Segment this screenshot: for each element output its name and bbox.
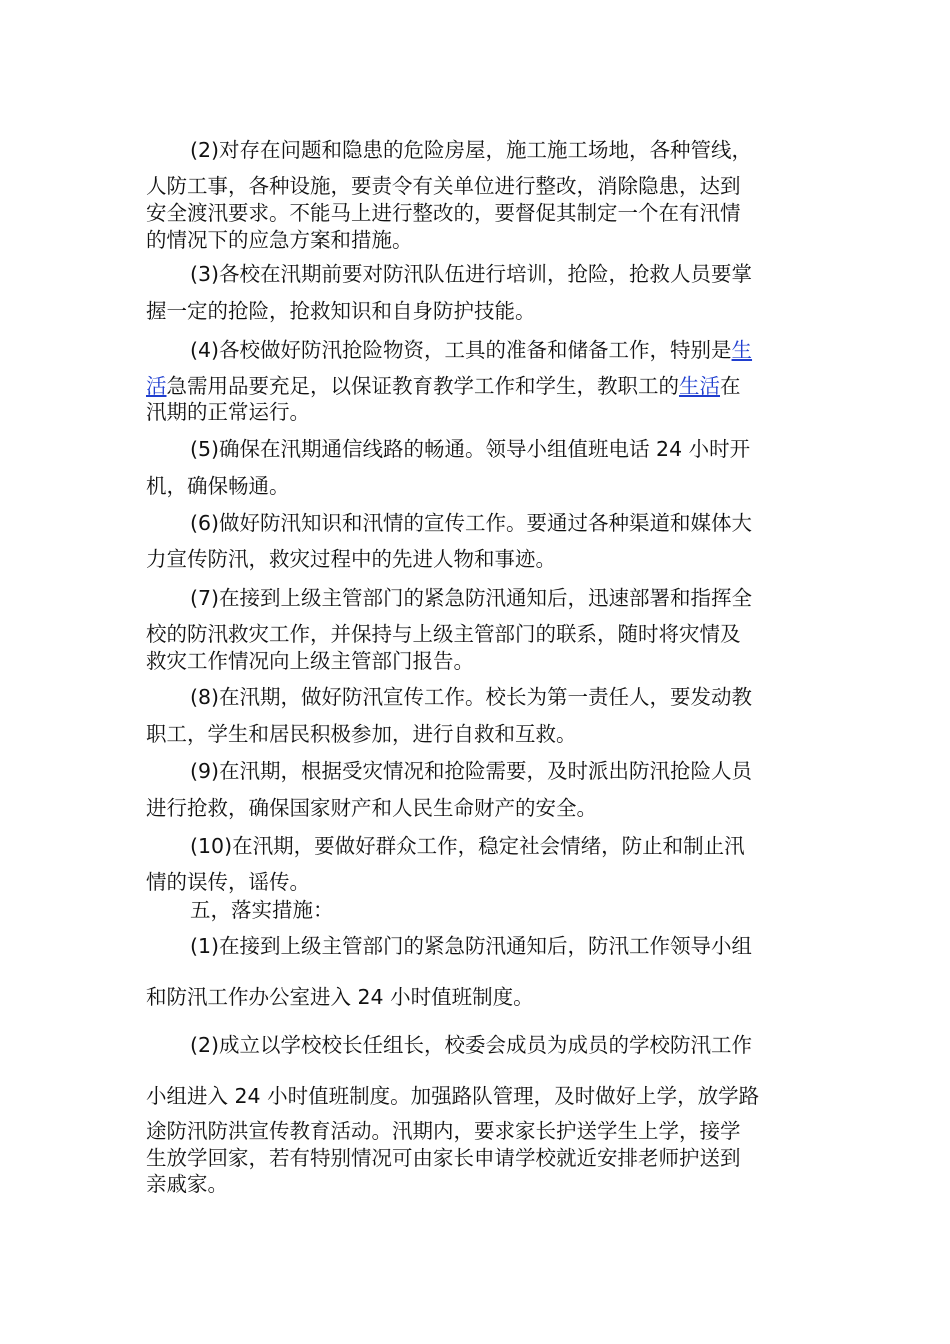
paragraph-9-line-2: 进行抢救，确保国家财产和人民生命财产的安全。 xyxy=(146,796,597,820)
paragraph-10-line-2: 情的误传，谣传。 xyxy=(146,870,310,894)
paragraph-4-line-2-end: 在 xyxy=(720,374,741,398)
paragraph-9-line-1: (9)在汛期，根据受灾情况和抢险需要，及时派出防汛抢险人员 xyxy=(190,759,753,783)
paragraph-10-line-1: (10)在汛期，要做好群众工作，稳定社会情绪，防止和制止汛 xyxy=(190,834,745,858)
life-link-part-2[interactable]: 活 xyxy=(146,374,167,398)
paragraph-4-line-2-text: 急需用品要充足，以保证教育教学工作和学生，教职工的 xyxy=(166,374,679,398)
paragraph-2-line-1: (2)对存在问题和隐患的危险房屋，施工施工场地，各种管线， xyxy=(190,138,753,162)
paragraph-5-line-2: 机，确保畅通。 xyxy=(146,474,290,498)
paragraph-6-line-1: (6)做好防汛知识和汛情的宣传工作。要通过各种渠道和媒体大 xyxy=(190,511,753,535)
paragraph-2-line-4: 的情况下的应急方案和措施。 xyxy=(146,228,413,252)
paragraph-8-line-1: (8)在汛期，做好防汛宣传工作。校长为第一责任人，要发动教 xyxy=(190,685,753,709)
life-link[interactable]: 生活 xyxy=(679,374,720,398)
paragraph-2-line-3: 安全渡汛要求。不能马上进行整改的，要督促其制定一个在有汛情 xyxy=(146,201,741,225)
measure-2-line-2: 小组进入 24 小时值班制度。加强路队管理，及时做好上学，放学路 xyxy=(146,1084,760,1108)
paragraph-4-line-1-text: (4)各校做好防汛抢险物资，工具的准备和储备工作，特别是 xyxy=(190,338,732,362)
paragraph-4-line-1 xyxy=(190,336,752,364)
measure-2-line-4: 生放学回家，若有特别情况可由家长申请学校就近安排老师护送到 xyxy=(146,1146,741,1170)
measure-2-line-1: (2)成立以学校校长任组长，校委会成员为成员的学校防汛工作 xyxy=(190,1033,753,1057)
paragraph-7-line-3: 救灾工作情况向上级主管部门报告。 xyxy=(146,649,474,673)
paragraph-2-line-2: 人防工事，各种设施，要责令有关单位进行整改，消除隐患，达到 xyxy=(146,174,741,198)
measure-1-line-2: 和防汛工作办公室进入 24 小时值班制度。 xyxy=(146,985,534,1009)
paragraph-5-line-1: (5)确保在汛期通信线路的畅通。领导小组值班电话 24 小时开 xyxy=(190,437,751,461)
measure-1-line-1: (1)在接到上级主管部门的紧急防汛通知后，防汛工作领导小组 xyxy=(190,934,753,958)
paragraph-4-line-3: 汛期的正常运行。 xyxy=(146,400,310,424)
measure-2-line-5: 亲戚家。 xyxy=(146,1172,228,1196)
measure-2-line-3: 途防汛防洪宣传教育活动。汛期内，要求家长护送学生上学，接学 xyxy=(146,1119,741,1143)
paragraph-4-line-2 xyxy=(146,372,741,400)
paragraph-8-line-2: 职工，学生和居民积极参加，进行自救和互救。 xyxy=(146,722,577,746)
paragraph-3-line-2: 握一定的抢险，抢救知识和自身防护技能。 xyxy=(146,299,536,323)
paragraph-6-line-2: 力宣传防汛，救灾过程中的先进人物和事迹。 xyxy=(146,547,556,571)
paragraph-3-line-1: (3)各校在汛期前要对防汛队伍进行培训，抢险，抢救人员要掌 xyxy=(190,262,753,286)
paragraph-7-line-2: 校的防汛救灾工作，并保持与上级主管部门的联系，随时将灾情及 xyxy=(146,622,741,646)
paragraph-7-line-1: (7)在接到上级主管部门的紧急防汛通知后，迅速部署和指挥全 xyxy=(190,586,753,610)
life-link-part-1[interactable]: 生 xyxy=(731,338,753,362)
section-5-heading: 五，落实措施： xyxy=(190,898,334,922)
